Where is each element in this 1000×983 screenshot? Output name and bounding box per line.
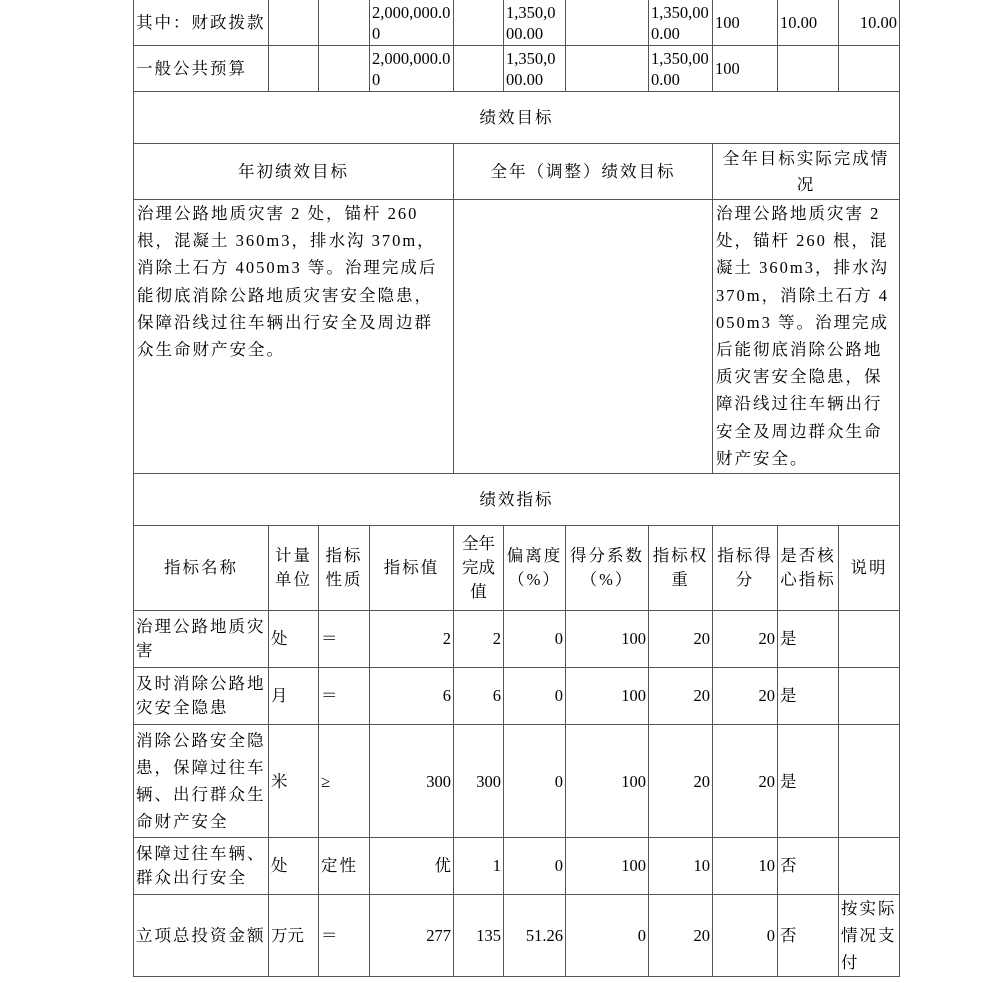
indicator-unit: 月 [269,668,319,725]
indicator-score: 20 [713,725,778,838]
indicator-weight: 10 [649,838,713,895]
column-header: 是否核心指标 [778,526,839,611]
indicator-name: 消除公路安全隐患，保障过往车辆、出行群众生命财产安全 [134,725,269,838]
indicator-unit: 万元 [269,895,319,977]
indicator-core: 是 [778,668,839,725]
indicator-target: 300 [370,725,454,838]
finance-budget: 2,000,000.00 [370,0,454,46]
indicator-note: 按实际情况支付 [839,895,900,977]
indicator-name: 治理公路地质灾害 [134,611,269,668]
indicators-header-row [134,526,900,611]
actual-goal-header: 全年目标实际完成情况 [713,144,900,200]
indicator-score: 20 [713,611,778,668]
initial-goal-text: 治理公路地质灾害 2 处，锚杆 260 根，混凝土 360m3，排水沟 370m，消除土石方 4050m3 等。治理完成后能彻底消除公路地质灾害安全隐患，保障沿线过往车辆出行安全及周边群众生命财产安全。 [134,200,454,474]
indicator-row [134,725,900,838]
indicator-coefficient: 100 [566,725,649,838]
finance-score: 10.00 [839,0,900,46]
actual-goal-text: 治理公路地质灾害 2 处，锚杆 260 根，混凝土 360m3，排水沟 370m，消除土石方 4050m3 等。治理完成后能彻底消除公路地质灾害安全隐患，保障沿线过往车辆出行安全及周边群众生命财产安全。 [713,200,900,474]
adjusted-goal-header: 全年（调整）绩效目标 [454,144,713,200]
finance-cell [454,0,504,46]
indicator-weight: 20 [649,725,713,838]
indicator-score: 0 [713,895,778,977]
column-header: 说明 [839,526,900,611]
indicator-name: 保障过往车辆、群众出行安全 [134,838,269,895]
indicator-actual: 1 [454,838,504,895]
indicators-section-title: 绩效指标 [134,474,900,526]
indicator-target: 277 [370,895,454,977]
indicator-coefficient: 100 [566,838,649,895]
indicator-deviation: 51.26 [504,895,566,977]
indicator-nature: ＝ [319,895,370,977]
goals-content-row [134,200,900,474]
indicators-section-row [134,474,900,526]
finance-rate: 100 [713,46,778,92]
indicator-nature: ≥ [319,725,370,838]
indicator-note [839,611,900,668]
finance-adjusted: 1,350,000.00 [504,46,566,92]
column-header: 全年完成值 [454,526,504,611]
column-header: 指标值 [370,526,454,611]
indicator-deviation: 0 [504,668,566,725]
adjusted-goal-text [454,200,713,474]
finance-cell [269,46,319,92]
goals-header-row [134,144,900,200]
finance-label: 其中：财政拨款 [134,0,269,46]
indicator-core: 否 [778,838,839,895]
indicator-deviation: 0 [504,838,566,895]
indicator-coefficient: 100 [566,668,649,725]
column-header: 指标性质 [319,526,370,611]
indicator-core: 是 [778,725,839,838]
finance-cell [269,0,319,46]
performance-evaluation-table [133,0,900,977]
finance-executed: 1,350,000.00 [649,46,713,92]
column-header: 偏离度（%） [504,526,566,611]
indicator-core: 否 [778,895,839,977]
indicator-weight: 20 [649,668,713,725]
indicator-score: 10 [713,838,778,895]
finance-executed: 1,350,000.00 [649,0,713,46]
indicator-note [839,668,900,725]
finance-budget: 2,000,000.00 [370,46,454,92]
finance-score [839,46,900,92]
indicator-actual: 135 [454,895,504,977]
indicator-actual: 300 [454,725,504,838]
initial-goal-header: 年初绩效目标 [134,144,454,200]
finance-adjusted: 1,350,000.00 [504,0,566,46]
finance-weight [778,46,839,92]
indicator-weight: 20 [649,611,713,668]
indicator-unit: 处 [269,838,319,895]
indicator-actual: 2 [454,611,504,668]
finance-weight: 10.00 [778,0,839,46]
column-header: 得分系数（%） [566,526,649,611]
finance-row [134,0,900,46]
indicator-note [839,725,900,838]
goals-section-title: 绩效目标 [134,92,900,144]
column-header: 计量单位 [269,526,319,611]
indicator-name: 立项总投资金额 [134,895,269,977]
finance-cell [319,0,370,46]
finance-cell [566,0,649,46]
finance-cell [319,46,370,92]
indicator-actual: 6 [454,668,504,725]
indicator-row [134,668,900,725]
indicator-note [839,838,900,895]
indicator-core: 是 [778,611,839,668]
indicator-score: 20 [713,668,778,725]
indicator-deviation: 0 [504,725,566,838]
finance-cell [454,46,504,92]
indicator-target: 2 [370,611,454,668]
indicator-target: 6 [370,668,454,725]
indicator-row [134,611,900,668]
indicator-unit: 米 [269,725,319,838]
finance-rate: 100 [713,0,778,46]
indicator-coefficient: 0 [566,895,649,977]
column-header: 指标权重 [649,526,713,611]
indicator-weight: 20 [649,895,713,977]
goals-section-row [134,92,900,144]
indicator-nature: 定性 [319,838,370,895]
indicator-nature: ＝ [319,611,370,668]
column-header: 指标得分 [713,526,778,611]
indicator-row [134,895,900,977]
finance-cell [566,46,649,92]
indicator-target: 优 [370,838,454,895]
finance-label: 一般公共预算 [134,46,269,92]
indicator-unit: 处 [269,611,319,668]
column-header: 指标名称 [134,526,269,611]
indicator-nature: ＝ [319,668,370,725]
indicator-name: 及时消除公路地灾安全隐患 [134,668,269,725]
indicator-coefficient: 100 [566,611,649,668]
indicator-row [134,838,900,895]
finance-row [134,46,900,92]
indicator-deviation: 0 [504,611,566,668]
